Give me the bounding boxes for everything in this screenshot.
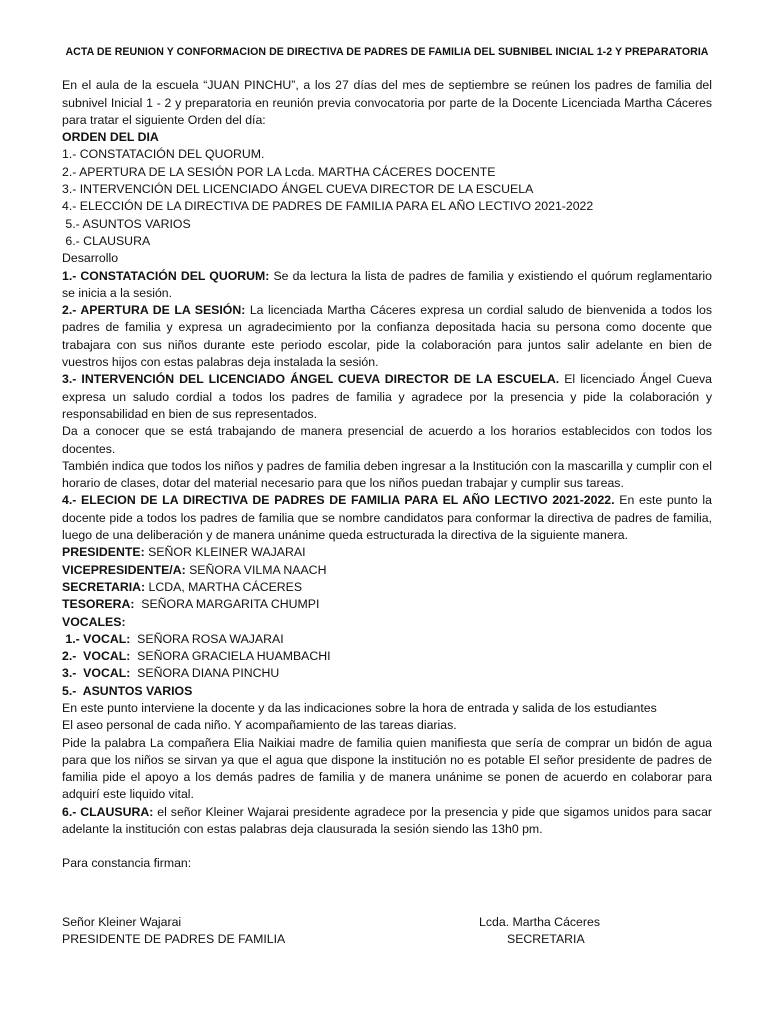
directiva-secretaria (62, 579, 712, 596)
section-4-text: En este punto la docente pide a todos los padres de familia que se nombre candidatos para conformar la directiva de padres de familia, luego de una deliberación y de manera unánime queda estructurada la directiva de la siguiente manera. (62, 493, 712, 543)
vice-name: SEÑORA VILMA NAACH (185, 562, 327, 577)
section-2-text: La licenciada Martha Cáceres expresa un cordial saludo de bienvenida a todos los padres de familia y expresa un agradecimiento por la confianza depositada hacia su persona como docente que trabajara con sus niños durante este periodo escolar, pide la colaboración para juntos salir adelante en bien de vuestros hijos con estas palabras deja instalada la sesión. (62, 303, 712, 370)
section-1-text: Se da lectura la lista de padres de familia y existiendo el quórum reglamentario se inicia a la sesión. (62, 268, 712, 300)
desarrollo-heading: Desarrollo (62, 251, 119, 266)
tesorera-label: TESORERA: (62, 597, 135, 612)
section-3-heading: 3.- INTERVENCIÓN DEL LICENCIADO ÁNGEL CUEVA DIRECTOR DE LA ESCUELA. (62, 372, 560, 387)
clausura-text: el señor Kleiner Wajarai presidente agradece por la presencia y pide que sigamos unidos para sacar adelante la institución con estas palabras deja clausurada la sesión siendo las 13h0 pm. (62, 804, 713, 837)
vocal-3-name: SEÑORA DIANA PINCHU (130, 666, 280, 681)
asuntos-line-1: En este punto interviene la docente y da las indicaciones sobre la hora de entrada y salida de los estudiantes (62, 700, 657, 715)
orden-item: 5.- ASUNTOS VARIOS (62, 216, 191, 231)
vocal-2 (62, 648, 712, 665)
asuntos-paragraph: Pide la palabra La compañera Elia Naikiai madre de familia quien manifiesta que sería de comprar un bidón de agua para que los niños se sirvan ya que el agua que dispone la institución no es potable El señor presidente de padres de familia pide el apoyo a los demás padres de familia y de manera unánime se ponen de acuerdo en colaborar para adquirí este liquido vital. (62, 735, 712, 802)
section-3-text: El licenciado Ángel Cueva expresa un saludo cordial a todos los padres de familia y agradece por la presencia y pide la colaboración y responsabilidad en bien de sus representados. (62, 372, 712, 421)
signature-left-name: Señor Kleiner Wajarai (62, 915, 182, 929)
orden-item: 1.- CONSTATACIÓN DEL QUORUM. (62, 147, 265, 162)
directiva-presidente (62, 544, 712, 561)
section-2-paragraph (62, 302, 712, 371)
section-4-paragraph (62, 492, 712, 544)
vocal-3-label: 3.- VOCAL: (62, 666, 131, 681)
section-2-heading: 2.- APERTURA DE LA SESIÓN: (62, 303, 246, 318)
document-title: ACTA DE REUNION Y CONFORMACION DE DIRECTIVA DE PADRES DE FAMILIA DEL SUBNIBEL INICIAL 1-2 Y PREPARATORIA (65, 46, 709, 58)
section-3-paragraph (62, 371, 712, 423)
signature-right-name: Lcda. Martha Cáceres (479, 915, 600, 929)
signature-left-role: PRESIDENTE DE PADRES DE FAMILIA (62, 932, 286, 947)
intro-paragraph: En el aula de la escuela “JUAN PINCHU”, a los 27 días del mes de septiembre se reúnen los padres de familia del subnivel Inicial 1 - 2 y preparatoria en reunión previa convocatoria por parte de la Docente Licenciada Martha Cáceres para tratar el siguiente Orden del día: (62, 78, 712, 127)
orden-heading: ORDEN DEL DIA (62, 130, 159, 145)
signature-right (479, 914, 600, 949)
tesorera-name: SEÑORA MARGARITA CHUMPI (134, 597, 320, 612)
presidente-name: SEÑOR KLEINER WAJARAI (144, 545, 306, 560)
presidente-label: PRESIDENTE: (62, 545, 145, 560)
vocal-1 (62, 631, 712, 648)
section-1-paragraph (62, 268, 712, 303)
signature-left (62, 914, 285, 949)
orden-item: 4.- ELECCIÓN DE LA DIRECTIVA DE PADRES DE FAMILIA PARA EL AÑO LECTIVO 2021-2022 (62, 199, 594, 214)
vocal-2-name: SEÑORA GRACIELA HUAMBACHI (130, 649, 331, 664)
secretaria-label: SECRETARIA: (62, 579, 146, 594)
clausura-heading: 6.- CLAUSURA: (62, 804, 154, 819)
clausura-paragraph (62, 804, 712, 839)
section-4-heading: 4.- ELECION DE LA DIRECTIVA DE PADRES DE FAMILIA PARA EL AÑO LECTIVO 2021-2022. (62, 493, 615, 508)
section-1-heading: 1.- CONSTATACIÓN DEL QUORUM: (62, 268, 270, 283)
vocal-1-name: SEÑORA ROSA WAJARAI (130, 631, 284, 646)
orden-item: 6.- CLAUSURA (62, 233, 151, 248)
vocal-1-label: 1.- VOCAL: (62, 631, 131, 646)
signature-block (62, 914, 712, 954)
orden-item: 2.- APERTURA DE LA SESIÓN POR LA Lcda. MARTHA CÁCERES DOCENTE (62, 164, 496, 179)
asuntos-line-2: El aseo personal de cada niño. Y acompañamiento de las tareas diarias. (62, 718, 457, 733)
vocales-heading: VOCALES: (62, 614, 126, 629)
vocal-2-label: 2.- VOCAL: (62, 649, 131, 664)
secretaria-name: LCDA, MARTHA CÁCERES (145, 579, 303, 594)
section-3-paragraph-b: Da a conocer que se está trabajando de manera presencial de acuerdo a los horarios establecidos con todos los docentes. (62, 424, 712, 456)
constancia-text: Para constancia firman: (62, 856, 192, 871)
orden-item: 3.- INTERVENCIÓN DEL LICENCIADO ÁNGEL CUEVA DIRECTOR DE LA ESCUELA (62, 182, 534, 197)
asuntos-heading: 5.- ASUNTOS VARIOS (62, 683, 193, 698)
directiva-tesorera (62, 596, 712, 613)
section-3-paragraph-c: También indica que todos los niños y padres de familia deben ingresar a la Institución con la mascarilla y cumplir con el horario de clases, dotar del material necesario para que los niños puedan trabajar y cumplir sus tareas. (62, 458, 712, 491)
vocal-3 (62, 665, 712, 682)
signature-right-role: SECRETARIA (507, 932, 585, 947)
directiva-vice (62, 562, 712, 579)
vice-label: VICEPRESIDENTE/A: (62, 562, 186, 577)
